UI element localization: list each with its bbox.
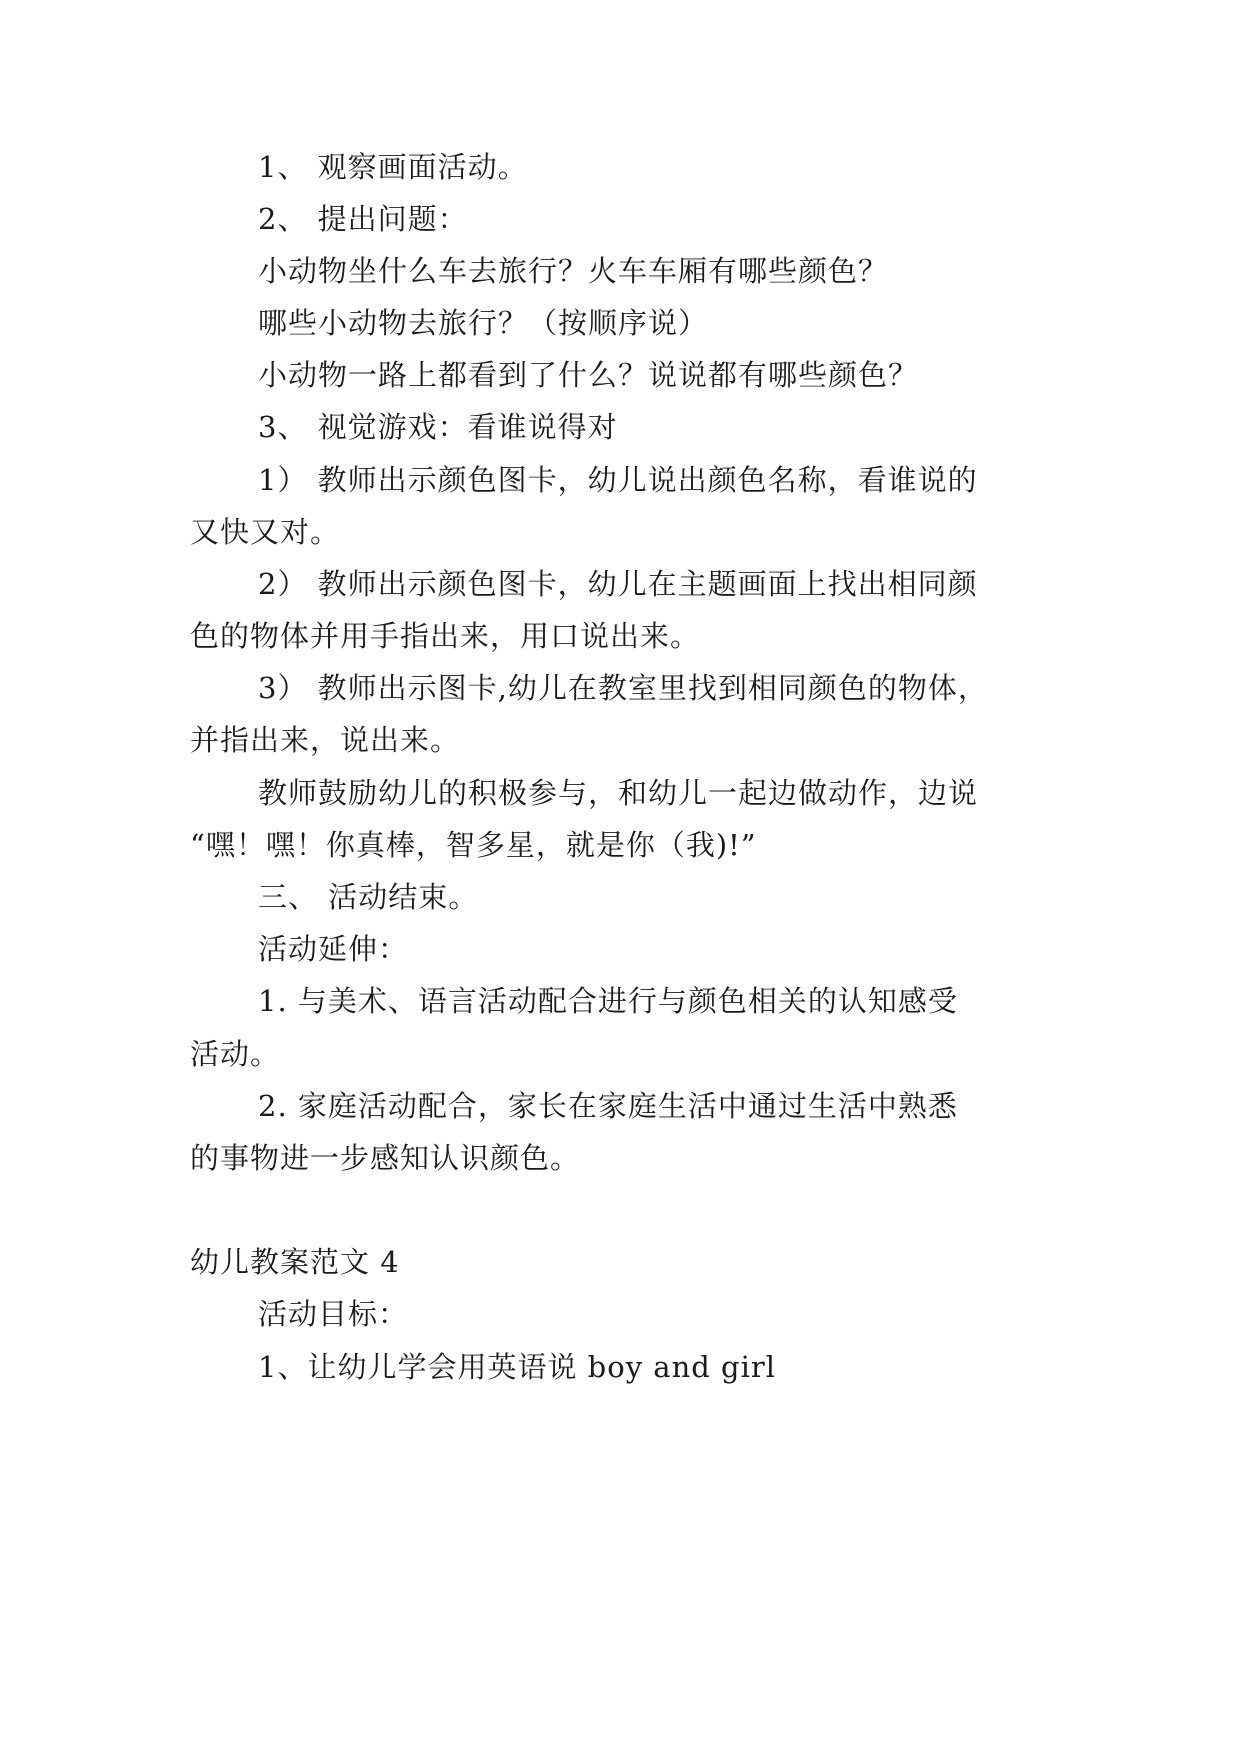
text-line: 活动。	[190, 1037, 281, 1071]
text-line: 三、 活动结束。	[258, 880, 479, 914]
text-line: 活动目标：	[258, 1297, 409, 1331]
text-line: 3） 教师出示图卡,幼儿在教室里找到相同颜色的物体，	[258, 671, 988, 705]
text-line: 1、让幼儿学会用英语说 boy and girl	[258, 1350, 777, 1384]
text-line: 并指出来，说出来。	[190, 723, 461, 757]
text-line: 1、 观察画面活动。	[258, 150, 528, 184]
text-line: 1. 与美术、语言活动配合进行与颜色相关的认知感受	[258, 984, 958, 1018]
text-line: 2） 教师出示颜色图卡，幼儿在主题画面上找出相同颜	[258, 567, 978, 601]
text-line: “嘿！嘿！你真棒，智多星，就是你（我)!”	[190, 828, 757, 862]
text-line: 小动物一路上都看到了什么？说说都有哪些颜色？	[258, 358, 919, 392]
text-line: 小动物坐什么车去旅行？火车车厢有哪些颜色？	[258, 254, 889, 288]
text-line: 的事物进一步感知认识颜色。	[190, 1141, 581, 1175]
text-line: 2. 家庭活动配合，家长在家庭生活中通过生活中熟悉	[258, 1089, 958, 1123]
text-line: 2、 提出问题：	[258, 202, 468, 236]
text-line: 又快又对。	[190, 515, 341, 549]
text-line: 哪些小动物去旅行？（按顺序说）	[258, 306, 709, 340]
text-line: 色的物体并用手指出来，用口说出来。	[190, 619, 701, 653]
text-line: 1） 教师出示颜色图卡，幼儿说出颜色名称，看谁说的	[258, 463, 978, 497]
text-line: 教师鼓励幼儿的积极参与，和幼儿一起边做动作，边说	[258, 776, 979, 810]
text-line: 3、 视觉游戏：看谁说得对	[258, 410, 618, 444]
section-heading: 幼儿教案范文 4	[190, 1245, 400, 1279]
text-line: 活动延伸：	[258, 932, 409, 966]
